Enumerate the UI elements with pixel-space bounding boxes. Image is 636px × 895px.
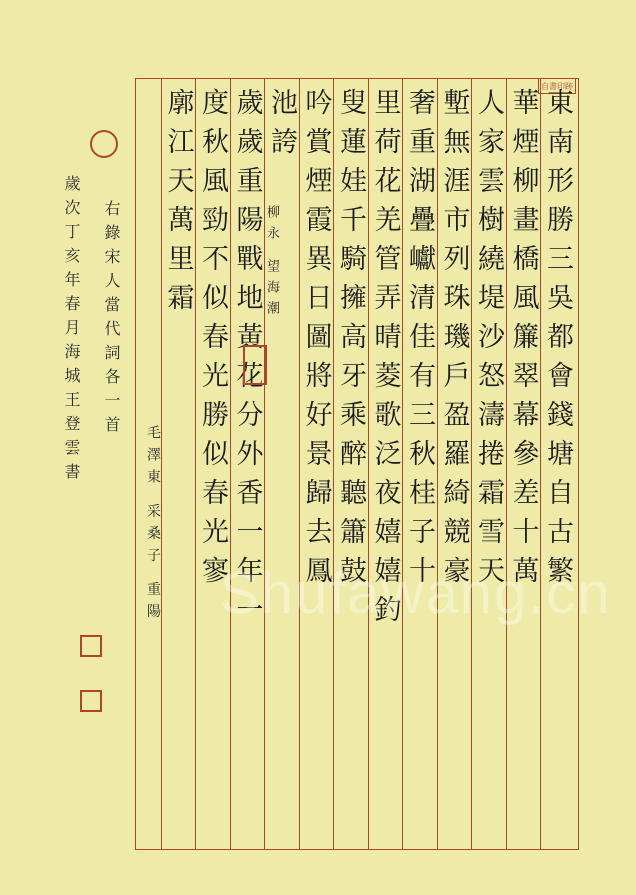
- colophon-line-1: 右錄宋人當代詞各一首: [102, 200, 121, 440]
- poem-column: 叟蓮娃千騎擁高牙乘醉聽簫鼓: [335, 88, 366, 595]
- title-seal: 自書印跡: [538, 78, 576, 94]
- border-right: [578, 78, 579, 850]
- poem-column: 人家雲樹繞堤沙怒濤捲霜雪天: [473, 88, 504, 595]
- seal-square-1: [80, 635, 102, 657]
- note-mao: 毛澤東 采桑子 重陽: [145, 425, 161, 626]
- poem-column: 度秋風勁不似春光勝似春光寥: [197, 88, 228, 595]
- poem-column: 池誇: [266, 88, 297, 166]
- poem-column: 歲歲重陽戰地黃花分外香一年一: [231, 88, 263, 634]
- border-top: [135, 78, 578, 79]
- poem-column: 華煙柳畫橋風簾翠幕參差十萬: [507, 88, 539, 595]
- colophon-line-2: 歲次丁亥年春月海城王登雲書: [62, 175, 81, 487]
- seal-square-2: [80, 690, 102, 712]
- poem-column: 吟賞煙霞異日圖將好景歸去鳳: [300, 88, 332, 595]
- watermark: Shufawang.cn: [220, 561, 612, 626]
- poem-column: 里荷花羌管弄晴菱歌泛夜嬉嬉釣: [369, 88, 401, 634]
- border-left: [135, 78, 136, 850]
- note-liu-yong: 柳永 望海潮: [264, 205, 279, 323]
- border-bottom: [135, 849, 578, 850]
- poem-column: 塹無涯市列珠璣戶盈羅綺競豪: [438, 88, 470, 595]
- poem-column: 東南形勝三吳都會錢塘自古繁: [542, 88, 573, 595]
- seal-round: [90, 130, 118, 158]
- seal-small: [243, 345, 267, 385]
- poem-column: 奢重湖疊巘清佳有三秋桂子十: [404, 88, 435, 595]
- poem-column: 廓江天萬里霜: [162, 88, 194, 322]
